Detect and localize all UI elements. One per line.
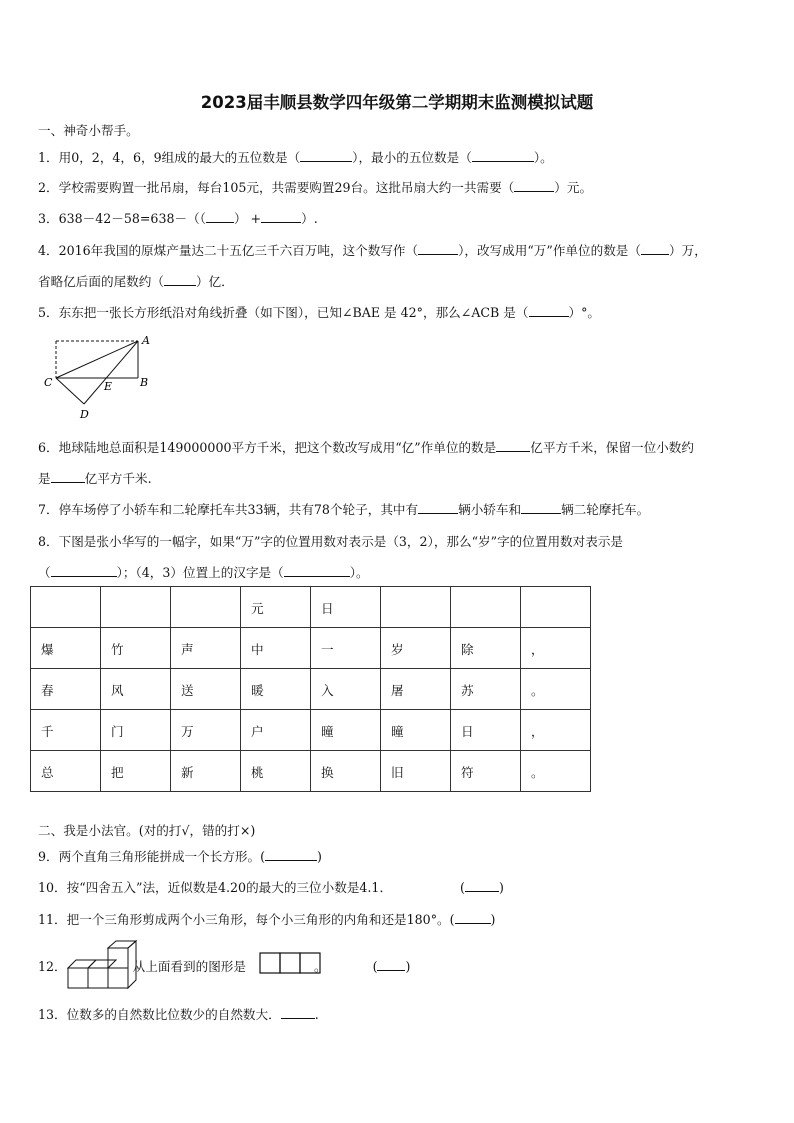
- fold-figure: [40, 332, 160, 424]
- question-7: 7．停车场停了小轿车和二轮摩托车共33辆，共有78个轮子，其中有 辆小轿车和 辆二轮摩托车。: [38, 502, 650, 517]
- grid-cell: 把: [101, 751, 171, 792]
- grid-cell: 元: [241, 587, 311, 628]
- grid-cell: 桃: [241, 751, 311, 792]
- grid-cell: 千: [31, 710, 101, 751]
- answer-blank[interactable]: [529, 304, 569, 317]
- grid-cell: 春: [31, 669, 101, 710]
- answer-blank[interactable]: [300, 149, 352, 162]
- grid-cell: 。: [521, 751, 591, 792]
- question-4-cont: 省略亿后面的尾数约（ ）亿．: [38, 274, 234, 289]
- question-13: 13．位数多的自然数比位数少的自然数大． .: [38, 1007, 319, 1022]
- answer-blank[interactable]: [641, 242, 669, 255]
- answer-blank[interactable]: [418, 501, 458, 514]
- question-8-cont: （ ）；（4，3）位置上的汉字是（ ）。: [38, 565, 369, 580]
- grid-cell: [521, 587, 591, 628]
- label-B: B: [140, 376, 149, 389]
- answer-blank[interactable]: [51, 564, 117, 577]
- question-2: 2．学校需要购置一批吊扇，每台105元，共需要购置29台。这批吊扇大约一共需要（ ）元。: [38, 180, 593, 195]
- grid-cell: ，: [521, 628, 591, 669]
- answer-blank[interactable]: [206, 210, 234, 223]
- grid-row: [31, 751, 591, 792]
- question-8: 8．下图是张小华写的一幅字，如果“万”字的位置用数对表示是（3，2），那么“岁”字的位置用数对表示是: [38, 534, 624, 549]
- question-3: 3．638－42－58=638－（（ ） + ）.: [38, 211, 318, 226]
- grid-cell: [381, 587, 451, 628]
- answer-blank[interactable]: [455, 911, 491, 924]
- grid-row: [31, 628, 591, 669]
- grid-cell: 门: [101, 710, 171, 751]
- grid-cell: 日: [311, 587, 381, 628]
- fold-cd: [56, 378, 84, 404]
- answer-blank[interactable]: [514, 179, 554, 192]
- grid-cell: 中: [241, 628, 311, 669]
- page-title: 2023届丰顺县数学四年级第二学期期末监测模拟试题: [200, 93, 594, 112]
- answer-blank[interactable]: [261, 210, 301, 223]
- question-6-cont: 是 亿平方千米.: [38, 471, 152, 486]
- grid-cell: 除: [451, 628, 521, 669]
- grid-cell: [171, 587, 241, 628]
- grid-cell: 风: [101, 669, 171, 710]
- question-1: 1．用0，2，4，6，9组成的最大的五位数是（ ），最小的五位数是（ ）。: [38, 150, 553, 165]
- grid-cell: ，: [521, 710, 591, 751]
- answer-blank[interactable]: [472, 149, 534, 162]
- grid-cell: 暖: [241, 669, 311, 710]
- answer-blank[interactable]: [377, 958, 405, 971]
- grid-cell: 新: [171, 751, 241, 792]
- cube-stack-figure: [66, 944, 132, 990]
- answer-blank[interactable]: [284, 564, 350, 577]
- grid-cell: 日: [451, 710, 521, 751]
- grid-cell: 屠: [381, 669, 451, 710]
- grid-cell: 声: [171, 628, 241, 669]
- grid-cell: 一: [311, 628, 381, 669]
- grid-cell: 送: [171, 669, 241, 710]
- top-view-figure: [259, 952, 325, 974]
- answer-blank[interactable]: [164, 273, 196, 286]
- question-5: 5．东东把一张长方形纸沿对角线折叠（如下图），已知∠BAE 是 42°，那么∠ACB 是（ ）°。: [38, 305, 600, 320]
- grid-cell: 户: [241, 710, 311, 751]
- grid-cell: 旧: [381, 751, 451, 792]
- grid-row: [31, 587, 591, 628]
- answer-blank[interactable]: [496, 439, 530, 452]
- grid-cell: 。: [521, 669, 591, 710]
- answer-blank[interactable]: [51, 470, 85, 483]
- question-6: 6．地球陆地总面积是149000000平方千米，把这个数改写成用“亿”作单位的数是 亿平方千米，保留一位小数约: [38, 440, 694, 455]
- grid-cell: 苏: [451, 669, 521, 710]
- question-10: 10．按“四舍五入”法，近似数是4.20的最大的三位小数是4.1． ( ): [38, 880, 504, 895]
- grid-row: [31, 710, 591, 751]
- answer-blank[interactable]: [265, 848, 317, 861]
- label-D: D: [80, 408, 89, 421]
- grid-cell: 万: [171, 710, 241, 751]
- grid-cell: 爆: [31, 628, 101, 669]
- label-C: C: [44, 376, 53, 389]
- answer-blank[interactable]: [281, 1006, 315, 1019]
- answer-blank[interactable]: [465, 879, 499, 892]
- grid-cell: [31, 587, 101, 628]
- label-E: E: [104, 380, 113, 393]
- grid-cell: 曈: [311, 710, 381, 751]
- label-A: A: [142, 334, 150, 347]
- grid-cell: 入: [311, 669, 381, 710]
- answer-blank[interactable]: [521, 501, 561, 514]
- grid-cell: 总: [31, 751, 101, 792]
- grid-cell: 岁: [381, 628, 451, 669]
- grid-cell: 竹: [101, 628, 171, 669]
- question-12: 12． 从上面看到的图形是 。 ( ): [38, 959, 411, 974]
- character-grid: [30, 586, 591, 792]
- grid-cell: 符: [451, 751, 521, 792]
- question-11: 11．把一个三角形剪成两个小三角形，每个小三角形的内角和还是180°。( ): [38, 912, 496, 927]
- answer-blank[interactable]: [418, 242, 458, 255]
- grid-row: [31, 669, 591, 710]
- question-9: 9．两个直角三角形能拼成一个长方形。( ): [38, 849, 322, 864]
- grid-cell: [451, 587, 521, 628]
- section-2-heading: 二、我是小法官。(对的打√，错的打×): [38, 823, 256, 838]
- section-1-heading: 一、神奇小帮手。: [38, 123, 139, 138]
- question-4: 4．2016年我国的原煤产量达二十五亿三千六百万吨，这个数写作（ ），改写成用“万”作单位的数是（ ）万，: [38, 243, 707, 258]
- grid-cell: 曈: [381, 710, 451, 751]
- grid-cell: [101, 587, 171, 628]
- fold-ad: [84, 341, 138, 404]
- grid-cell: 换: [311, 751, 381, 792]
- diagonal-ca: [56, 341, 138, 378]
